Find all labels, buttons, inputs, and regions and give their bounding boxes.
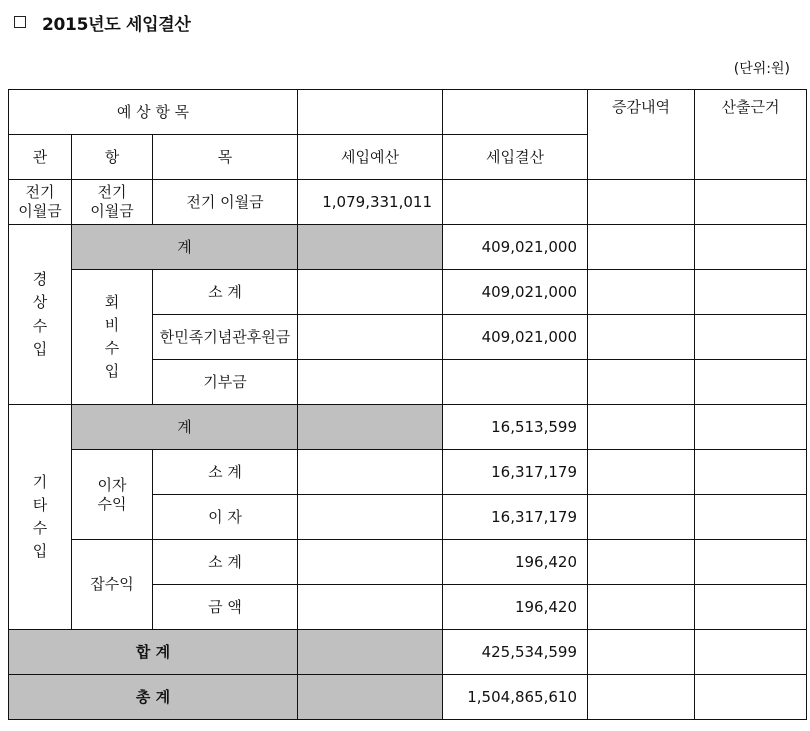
interest-item-basis [695,495,807,540]
interest-subtotal-budget [298,450,443,495]
transfer-change [588,180,695,225]
misc-subtotal-change [588,540,695,585]
operating-total-settlement: 409,021,000 [443,225,588,270]
transfer-mok: 전기 이월금 [153,180,298,225]
document-title [14,9,190,35]
misc-subtotal-budget [298,540,443,585]
operating-item1-settlement: 409,021,000 [443,315,588,360]
header-gwan: 관 [9,135,72,180]
sum-change [588,630,695,675]
misc-item-label: 금 액 [153,585,298,630]
operating-subtotal-settlement: 409,021,000 [443,270,588,315]
header-empty-budget [298,90,443,135]
operating-subtotal-change [588,270,695,315]
transfer-settlement [443,180,588,225]
operating-item2-basis [695,360,807,405]
header-hang: 항 [72,135,153,180]
header-budget: 세입예산 [298,135,443,180]
other-total-settlement: 16,513,599 [443,405,588,450]
operating-item1-basis [695,315,807,360]
misc-item-basis [695,585,807,630]
operating-item1-budget [298,315,443,360]
sum-budget [298,630,443,675]
misc-subtotal-settlement: 196,420 [443,540,588,585]
other-gwan: 기 타 수 입 [9,405,72,630]
interest-subtotal-basis [695,450,807,495]
revenue-settlement-table [8,89,807,720]
misc-item-settlement: 196,420 [443,585,588,630]
operating-hang: 회 비 수 입 [72,270,153,405]
interest-subtotal-label: 소 계 [153,450,298,495]
unit-label: (단위:원) [733,61,790,77]
sum-label: 합 계 [9,630,298,675]
operating-subtotal-label: 소 계 [153,270,298,315]
grand-total-change [588,675,695,720]
operating-item1-label: 한민족기념관후원금 [153,315,298,360]
operating-item2-change [588,360,695,405]
transfer-budget: 1,079,331,011 [298,180,443,225]
operating-total-basis [695,225,807,270]
other-total-change [588,405,695,450]
header-empty-settlement [443,90,588,135]
header-budget-items: 예 상 항 목 [9,90,298,135]
operating-item2-settlement [443,360,588,405]
operating-subtotal-budget [298,270,443,315]
header-mok: 목 [153,135,298,180]
interest-subtotal-change [588,450,695,495]
header-change: 증감내역 [588,90,695,180]
misc-item-change [588,585,695,630]
transfer-hang: 전기 이월금 [72,180,153,225]
interest-item-label: 이 자 [153,495,298,540]
grand-total-basis [695,675,807,720]
interest-subtotal-settlement: 16,317,179 [443,450,588,495]
grand-total-settlement: 1,504,865,610 [443,675,588,720]
sum-basis [695,630,807,675]
misc-subtotal-basis [695,540,807,585]
title-text: 2015년도 세입결산 [42,14,191,35]
sum-settlement: 425,534,599 [443,630,588,675]
interest-item-settlement: 16,317,179 [443,495,588,540]
other-total-label: 계 [72,405,298,450]
interest-hang: 이자 수익 [72,450,153,540]
misc-hang: 잡수익 [72,540,153,630]
operating-item2-budget [298,360,443,405]
operating-gwan: 경 상 수 입 [9,225,72,405]
grand-total-label: 총 계 [9,675,298,720]
operating-total-label: 계 [72,225,298,270]
grand-total-budget [298,675,443,720]
operating-item2-label: 기부금 [153,360,298,405]
operating-total-budget [298,225,443,270]
other-total-budget [298,405,443,450]
header-settlement: 세입결산 [443,135,588,180]
misc-item-budget [298,585,443,630]
interest-item-change [588,495,695,540]
misc-subtotal-label: 소 계 [153,540,298,585]
other-total-basis [695,405,807,450]
operating-item1-change [588,315,695,360]
operating-total-change [588,225,695,270]
interest-item-budget [298,495,443,540]
header-basis: 산출근거 [695,90,807,180]
operating-subtotal-basis [695,270,807,315]
transfer-gwan: 전기 이월금 [9,180,72,225]
checkbox-square-icon [14,16,26,28]
transfer-basis [695,180,807,225]
